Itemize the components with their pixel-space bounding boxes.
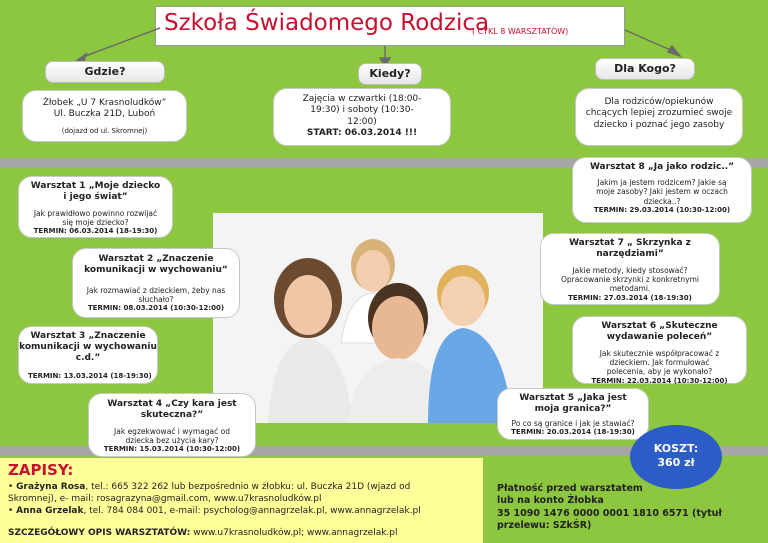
workshop-7-title1: Warsztat 7 „ Skrzynka z bbox=[569, 238, 691, 248]
contact-1-details-2: Skromnej), e- mail: rosagrazyna@gmail.com, www.u7krasnoludków.pl bbox=[8, 494, 322, 505]
contact-1-details: , tel.: 665 322 262 lub bezpośrednio w żłobku: ul. Buczka 21D (wjazd od bbox=[85, 482, 411, 492]
payment-line3: 35 1090 1476 0000 0001 1810 6571 (tytuł bbox=[497, 507, 722, 519]
workshop-7-desc2: Opracowanie skrzynki z konkretnymi bbox=[560, 274, 700, 284]
workshop-6-term: TERMIN: 22.03.2014 (10:30-12:00) bbox=[591, 376, 728, 385]
workshop-1-desc2: się moje dziecko? bbox=[62, 217, 129, 227]
when-line2: 19:30) i soboty (10:30- bbox=[310, 105, 414, 116]
when-line1: Zajęcia w czwartki (18:00- bbox=[302, 94, 422, 104]
workshop-4-title2: skuteczna?” bbox=[140, 409, 204, 420]
when-header: Kiedy? bbox=[358, 63, 422, 85]
workshop-5-title2: moja granica?” bbox=[534, 403, 612, 414]
workshop-6-desc2: dzieckiem. Jak formułować bbox=[609, 357, 710, 367]
workshop-8-desc2: moje zasoby? Jaki jestem w oczach bbox=[596, 187, 728, 197]
workshop-5-desc1: Po co są granice i jak je stawiać? bbox=[511, 418, 635, 428]
who-line3: dziecko i poznać jego zasoby bbox=[593, 119, 725, 130]
workshop-4-title1: Warsztat 4 „Czy kara jest bbox=[107, 399, 237, 409]
who-box bbox=[575, 88, 743, 146]
workshop-8-desc1: Jakim ja jestem rodzicem? Jakie są bbox=[597, 177, 727, 187]
bullet-icon: • bbox=[8, 482, 17, 492]
workshop-6-desc3: polecenia, aby je wykonało? bbox=[606, 367, 713, 377]
cost-value: 360 zł bbox=[657, 456, 695, 470]
workshop-5 bbox=[497, 388, 649, 440]
connector-arrows bbox=[0, 0, 768, 100]
details-links: www.u7krasnoludków.pl; www.annagrzelak.pl bbox=[190, 528, 398, 539]
workshop-1-title2: i jego świat” bbox=[63, 191, 128, 202]
workshop-2 bbox=[72, 248, 240, 318]
when-start: START: 06.03.2014 !!! bbox=[306, 127, 418, 138]
zapisy-title: ZAPISY: bbox=[8, 461, 74, 479]
workshop-1-desc1: Jak prawidłowo powinno rozwijać bbox=[33, 208, 158, 218]
who-line2: chcących lepiej zrozumieć swoje bbox=[585, 108, 733, 119]
workshop-1-title1: Warsztat 1 „Moje dziecko bbox=[30, 181, 161, 191]
workshop-5-title1: Warsztat 5 „Jaka jest bbox=[519, 393, 627, 403]
workshop-8-desc3: dziecka..? bbox=[643, 196, 681, 206]
where-line1: Żłobek „U 7 Krasnoludków” bbox=[42, 98, 167, 108]
workshop-2-desc2: słuchało? bbox=[138, 294, 174, 304]
workshop-2-desc1: Jak rozmawiać z dzieckiem, żeby nas bbox=[86, 285, 226, 295]
zapisy-section bbox=[0, 458, 483, 543]
workshop-8 bbox=[572, 157, 752, 223]
payment-line1: Płatność przed warsztatem bbox=[497, 483, 643, 494]
workshop-3-title3: c.d.” bbox=[75, 352, 101, 363]
workshop-4-desc1: Jak egzekwować i wymagać od bbox=[114, 426, 230, 436]
workshop-3-term: TERMIN: 13.03.2014 (18-19:30) bbox=[28, 372, 152, 380]
workshop-2-title1: Warsztat 2 „Znaczenie bbox=[98, 254, 214, 264]
contact-1-name: Grażyna Rosa bbox=[16, 482, 86, 492]
details-label: SZCZEGÓŁOWY OPIS WARSZTATÓW: bbox=[8, 528, 191, 539]
workshop-7 bbox=[540, 233, 720, 305]
workshop-4-term: TERMIN: 15.03.2014 (10:30-12:00) bbox=[103, 445, 241, 454]
workshop-7-desc1: Jakie metody, kiedy stosować? bbox=[572, 265, 688, 275]
workshop-7-term: TERMIN: 27.03.2014 (18-19:30) bbox=[568, 293, 692, 302]
workshop-1 bbox=[18, 176, 173, 238]
zapisy-contact-2 bbox=[8, 505, 475, 517]
where-note: (dojazd od ul. Skromnej) bbox=[61, 126, 148, 135]
who-header: Dla Kogo? bbox=[595, 58, 695, 80]
cost-label: KOSZT: bbox=[653, 442, 699, 455]
when-line3: 12:00) bbox=[347, 116, 377, 127]
workshop-4 bbox=[88, 393, 256, 457]
who-line1: Dla rodziców/opiekunów bbox=[604, 97, 714, 107]
workshop-3-title1: Warsztat 3 „Znaczenie bbox=[30, 331, 146, 341]
when-box bbox=[273, 88, 451, 146]
contact-2-name: Anna Grzelak bbox=[16, 506, 84, 517]
family-photo bbox=[213, 213, 543, 423]
workshop-7-desc3: metodami. bbox=[609, 284, 651, 294]
workshop-6-title1: Warsztat 6 „Skuteczne bbox=[601, 321, 718, 331]
workshop-3-title2: komunikacji w wychowaniu bbox=[19, 341, 157, 352]
zapisy-details bbox=[8, 527, 475, 539]
workshop-8-term: TERMIN: 29.03.2014 (10:30-12:00) bbox=[593, 205, 731, 214]
where-line2: Ul. Buczka 21D, Luboń bbox=[53, 109, 156, 120]
workshop-6-desc1: Jak skutecznie współpracować z bbox=[599, 348, 720, 358]
workshop-6-title2: wydawanie poleceń” bbox=[606, 331, 713, 342]
where-header: Gdzie? bbox=[45, 61, 165, 83]
workshop-8-title: Warsztat 8 „Ja jako rodzic..” bbox=[589, 162, 735, 172]
workshop-6 bbox=[572, 316, 747, 384]
title-main: Szkoła Świadomego Rodzica bbox=[164, 10, 490, 36]
workshop-7-title2: narzędziami” bbox=[596, 248, 664, 259]
workshop-2-term: TERMIN: 08.03.2014 (10:30-12:00) bbox=[87, 304, 225, 313]
workshop-2-title2: komunikacji w wychowaniu“ bbox=[84, 264, 228, 275]
contact-2-details: , tel. 784 084 001, e-mail: psycholog@annagrzelak.pl, www.annagrzelak.pl bbox=[83, 506, 421, 517]
payment-line4: przelewu: SZkŚR) bbox=[497, 520, 592, 532]
payment-line2: lub na konto Żłobka bbox=[497, 495, 604, 507]
bullet-icon: • bbox=[8, 506, 17, 517]
zapisy-contact-1 bbox=[8, 481, 475, 493]
payment-info bbox=[497, 483, 759, 532]
family-photo-illustration bbox=[213, 213, 543, 423]
workshop-5-term: TERMIN: 20.03.2014 (18-19:30) bbox=[511, 427, 635, 436]
workshop-4-desc2: dziecka bez użycia kary? bbox=[125, 435, 219, 445]
title-sub: ( CYKL 8 WARSZTATÓW) bbox=[472, 27, 569, 36]
workshop-1-term: TERMIN: 06.03.2014 (18-19:30) bbox=[33, 227, 158, 236]
where-box bbox=[22, 90, 187, 142]
cost-badge bbox=[630, 425, 722, 489]
